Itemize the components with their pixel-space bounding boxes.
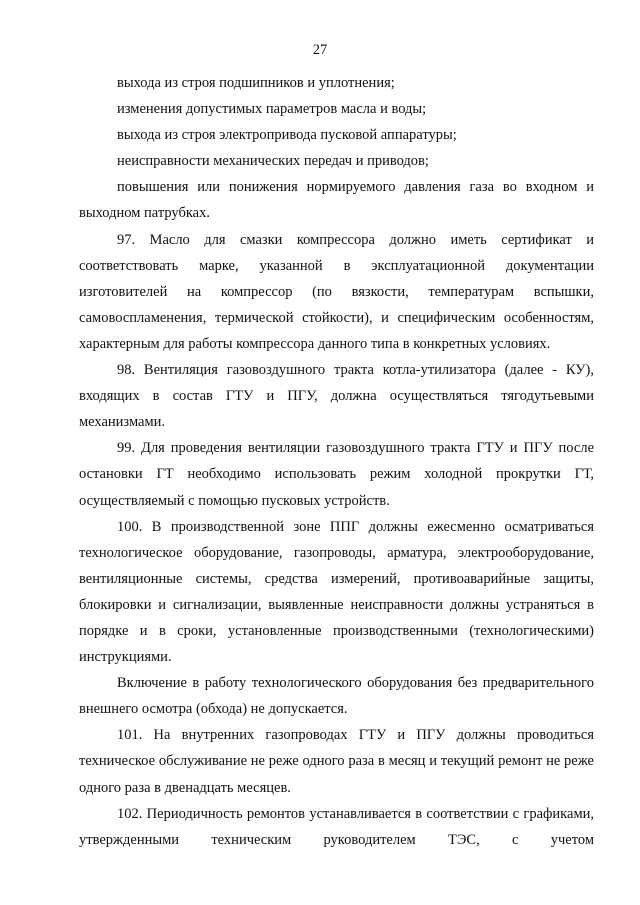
paragraph-clause-99: 99. Для проведения вентиляции газовоздушного тракта ГТУ и ПГУ после остановки ГТ необходимо использовать режим холодной прокрутки ГТ, осуществляемый с помощью пусковых устройств. [79,440,594,509]
page-number: 27 [312,42,328,58]
paragraph-clause-97: 97. Масло для смазки компрессора должно иметь сертификат и соответствовать марке, указанной в эксплуатационной документации изготовителей на компрессор (по вязкости, температурам вспышки, самовоспламенения, термической стойкости), и специфическим особенностям, характерным для работы компрессора данного типа в конкретных условиях. [79,231,594,352]
paragraph-list-item-oil-water: изменения допустимых параметров масла и воды; [117,101,427,118]
paragraph-list-item-electric-drive: выхода из строя электропривода пусковой аппаратуры; [117,127,457,144]
paragraph-clause-98: 98. Вентиляция газовоздушного тракта котла-утилизатора (далее - КУ), входящих в состав ГТУ и ПГУ, должна осуществляться тягодутьевыми механизмами. [79,362,594,431]
body-text [79,70,594,853]
paragraph-list-item-gas-pressure: повышения или понижения нормируемого давления газа во входном и выходном патрубках. [79,179,594,222]
paragraph-clause-100-inspection: Включение в работу технологического оборудования без предварительного внешнего осмотра (обхода) не допускается. [79,675,594,718]
paragraph-clause-102: 102. Периодичность ремонтов устанавливается в соответствии с графиками, утвержденными техническим руководителем ТЭС, с учетом [79,805,594,848]
paragraph-clause-100: 100. В производственной зоне ППГ должны ежесменно осматриваться технологическое оборудование, газопроводы, арматура, электрооборудование, вентиляционные системы, средства измерений, противоаварийные защиты, блокировки и сигнализации, выявленные неисправности должны устраняться в порядке и в сроки, установленные производственными (технологическими) инструкциями. [79,518,594,666]
paragraph-list-item-bearings: выхода из строя подшипников и уплотнения; [117,75,395,91]
paragraph-clause-101: 101. На внутренних газопроводах ГТУ и ПГУ должны проводиться техническое обслуживание не реже одного раза в месяц и текущий ремонт не реже одного раза в двенадцать месяцев. [79,727,594,796]
paragraph-list-item-mechanical-gears: неисправности механических передач и приводов; [117,153,429,170]
